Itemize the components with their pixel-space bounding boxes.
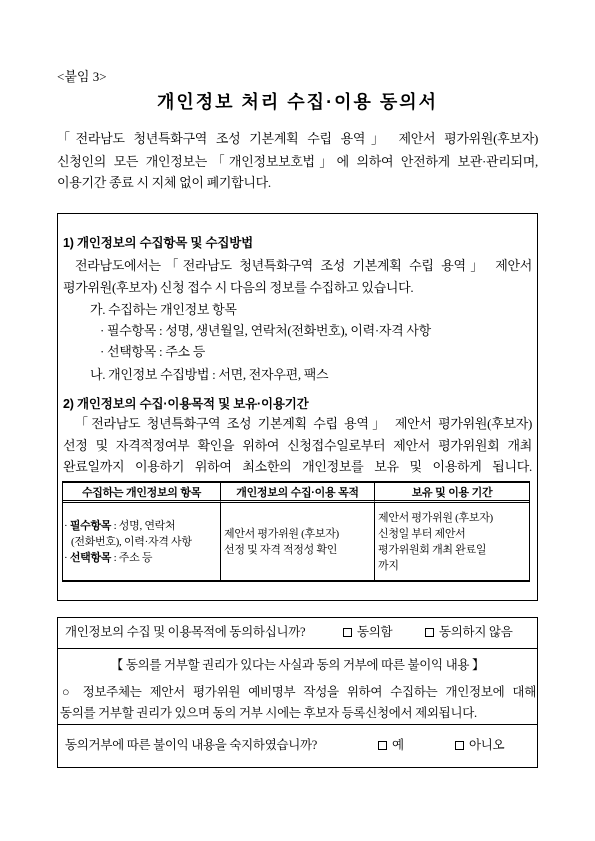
optional-items-label: 선택항목	[69, 551, 112, 564]
divider	[58, 648, 537, 649]
section2-heading: 2) 개인정보의 수집·이용목적 및 보유·이용기간	[63, 397, 309, 411]
refusal-notice-line: ○ 정보주체는 제안서 평가위원 예비명부 작성을 위하여 수집하는 개인정보에 대해	[62, 685, 536, 699]
disagree-checkbox[interactable]	[425, 628, 434, 637]
section1-heading: 1) 개인정보의 수집항목 및 수집방법	[63, 236, 254, 250]
section1-paragraph-line: 평가위원(후보자) 신청 접수 시 다음의 정보를 수집하고 있습니다.	[63, 280, 414, 295]
disagree-label: 동의하지 않음	[439, 625, 513, 639]
table-cell-items	[63, 503, 221, 580]
yes-option[interactable]	[378, 737, 404, 753]
required-items-text: : 성명, 연락처	[113, 519, 176, 532]
refusal-notice-line: 동의를 거부할 권리가 있으며 동의 거부 시에는 후보자 등록신청에서 제외됩니다.	[60, 706, 477, 720]
table-cell-purpose	[221, 503, 375, 580]
required-items-label: 필수항목	[69, 519, 112, 532]
optional-items-text: : 주소 등	[113, 551, 153, 564]
required-items: · 필수항목 : 성명, 생년월일, 연락처(전화번호), 이력·자격 사항	[100, 323, 431, 338]
agree-label: 동의함	[357, 625, 393, 639]
table-cell-period	[375, 503, 529, 580]
period-line: 신청일 부터 제안서	[378, 527, 466, 540]
document-title: 개인정보 처리 수집·이용 동의서	[156, 92, 439, 112]
period-line: 제안서 평가위원 (후보자)	[378, 511, 493, 524]
bullet: ·	[64, 519, 68, 532]
refusal-notice-heading: 【 동의를 거부할 권리가 있다는 사실과 동의 거부에 따른 불이익 내용 】	[110, 658, 485, 672]
collection-method: 나. 개인정보 수집방법 : 서면, 전자우편, 팩스	[90, 367, 329, 382]
yes-label: 예	[392, 738, 404, 752]
yes-checkbox[interactable]	[378, 741, 387, 750]
period-line: 까지	[378, 559, 399, 572]
optional-items: · 선택항목 : 주소 등	[100, 344, 205, 359]
table-header-purpose: 개인정보의 수집·이용 목적	[221, 483, 375, 503]
table-header-period: 보유 및 이용 기간	[375, 483, 529, 503]
optional-items-line	[64, 550, 220, 566]
required-items-line	[64, 518, 220, 534]
attachment-label: <붙임 3>	[57, 69, 107, 84]
intro-line: 이용기간 종료 시 지체 없이 폐기합니다.	[57, 175, 271, 190]
table-header-items: 수집하는 개인정보의 항목	[63, 483, 221, 503]
data-usage-table	[62, 481, 530, 582]
purpose-line: 제안서 평가위원 (후보자)	[224, 527, 339, 540]
bullet: ·	[64, 551, 68, 564]
section2-paragraph-line: 완료일까지 이용하기 위하여 최소한의 개인정보를 보유 및 이용하게 됩니다.	[63, 459, 532, 474]
required-items-continuation: (전화번호), 이력·자격 사항	[71, 535, 192, 548]
purpose-line: 선정 및 자격 적정성 확인	[224, 543, 338, 556]
section1-paragraph-line: 전라남도에서는「전라남도 청년특화구역 조성 기본계획 수립 용역」 제안서	[75, 258, 532, 273]
acknowledgement-question: 동의거부에 따른 불이익 내용을 숙지하였습니까?	[65, 738, 318, 752]
no-option[interactable]	[455, 737, 504, 753]
section2-paragraph-line: 「전라남도 청년특화구역 조성 기본계획 수립 용역」 제안서 평가위원(후보자)	[75, 416, 532, 431]
intro-line: 「전라남도 청년특화구역 조성 기본계획 수립 용역」 제안서 평가위원(후보자)	[57, 131, 538, 146]
section2-paragraph-line: 선정 및 자격적정여부 확인을 위하여 신청접수일로부터 제안서 평가위원회 개최	[63, 438, 532, 453]
period-line: 평가위원회 개최 완료일	[378, 543, 487, 556]
collection-details-box	[57, 213, 538, 601]
intro-line: 신청인의 모든 개인정보는「개인정보보호법」에 의하여 안전하게 보관·관리되며,	[57, 154, 538, 169]
agree-option[interactable]	[343, 624, 392, 640]
no-label: 아니오	[469, 738, 505, 752]
disagree-option[interactable]	[425, 624, 512, 640]
consent-question: 개인정보의 수집 및 이용목적에 동의하십니까?	[65, 625, 306, 639]
agree-checkbox[interactable]	[343, 628, 352, 637]
consent-box	[57, 617, 538, 768]
divider	[58, 724, 537, 725]
collected-items-heading: 가. 수집하는 개인정보 항목	[90, 302, 237, 317]
no-checkbox[interactable]	[455, 741, 464, 750]
